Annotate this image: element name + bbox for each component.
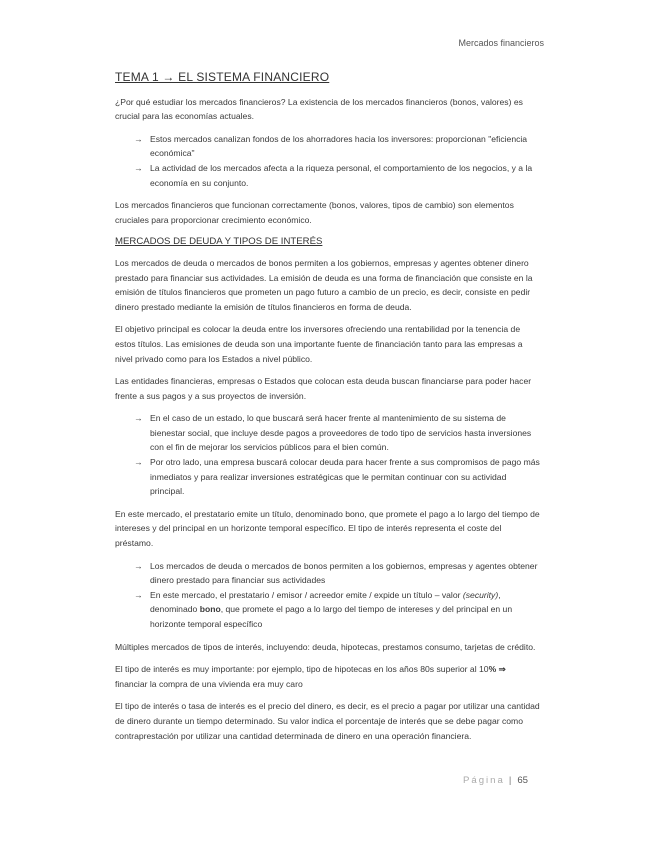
- bullet-list-2: [115, 411, 540, 499]
- intro-paragraph: ¿Por qué estudiar los mercados financieros? La existencia de los mercados financieros (bonos, valores) es crucial para las economías actuales.: [115, 96, 523, 122]
- list-item: → La actividad de los mercados afecta a la riqueza personal, el comportamiento de los negocios, y a la economía en su conjunto.: [134, 162, 533, 188]
- arrow-bullet-icon: →: [134, 162, 143, 173]
- page-footer: [463, 775, 528, 786]
- paragraph: Múltiples mercados de tipos de interés, incluyendo: deuda, hipotecas, prestamos consumo, tarjetas de crédito.: [115, 641, 536, 652]
- paragraph: El tipo de interés es muy importante: por ejemplo, tipo de hipotecas en los años 80s superior al 10% ⇒ financiar la compra de una vivienda era muy caro: [115, 664, 506, 689]
- list-item: → En el caso de un estado, lo que buscará será hacer frente al mantenimiento de su sistema de bienestar social, que incluye desde pagos a proveedores de todo tipo de servicios hasta inversiones con el fin de mejorar los servicios públicos para el bien común.: [134, 413, 532, 453]
- arrow-bullet-icon: →: [134, 133, 143, 144]
- footer-separator: |: [508, 775, 512, 786]
- paragraph: El objetivo principal es colocar la deuda entre los inversores ofreciendo una rentabilidad por la tenencia de estos títulos. Las emisiones de deuda son una importante fuente de financiación tanto para las empresas a nivel privado como para los Estados a nivel público.: [115, 324, 523, 364]
- bullet-list-3: [115, 559, 540, 632]
- running-header: Mercados financieros: [458, 38, 544, 48]
- arrow-bullet-icon: →: [134, 413, 143, 424]
- arrow-bullet-icon: →: [134, 589, 143, 600]
- paragraph: Las entidades financieras, empresas o Estados que colocan esta deuda buscan financiarse para poder hacer frente a sus pagos y a sus proyectos de inversión.: [115, 376, 532, 401]
- list-item: → Por otro lado, una empresa buscará colocar deuda para hacer frente a sus compromisos de pago más inmediatos y para realizar inversiones estratégicas que le permitan continuar con su actividad principal.: [134, 457, 540, 497]
- section-subtitle: MERCADOS DE DEUDA Y TIPOS DE INTERÉS: [115, 236, 323, 248]
- paragraph: Los mercados financieros que funcionan correctamente (bonos, valores, tipos de cambio) son elementos cruciales para proporcionar crecimiento económico.: [115, 200, 514, 225]
- list-item: → Estos mercados canalizan fondos de los ahorradores hacia los inversores: proporcionan "eficiencia económica": [134, 133, 528, 159]
- chapter-title: TEMA 1 → EL SISTEMA FINANCIERO: [115, 70, 330, 84]
- arrow-bullet-icon: →: [134, 457, 143, 468]
- paragraph: El tipo de interés o tasa de interés es el precio del dinero, es decir, es el precio a pagar por utilizar una cantidad de dinero durante un tiempo determinado. Su valor indica el porcentaje de interés que se debe pagar como contraprestación por utilizar una cantidad determinada de dinero en una operación financiera.: [115, 701, 540, 741]
- arrow-bullet-icon: →: [134, 560, 143, 571]
- bullet-list-1: [115, 132, 540, 190]
- paragraph: En este mercado, el prestatario emite un título, denominado bono, que promete el pago a lo largo del tiempo de intereses y del principal en un horizonte temporal específico. El tipo de interés representa el coste del préstamo.: [115, 508, 540, 549]
- list-item: → En este mercado, el prestatario / emisor / acreedor emite / expide un título – valor (security), denominado bono, que promete el pago a lo largo del tiempo de intereses y del principal en un horizonte temporal específico: [134, 589, 513, 629]
- page-label: Página: [462, 775, 505, 786]
- list-item: → Los mercados de deuda o mercados de bonos permiten a los gobiernos, empresas y agentes obtener dinero prestado para financiar sus actividades: [134, 560, 538, 586]
- page-content: [115, 70, 540, 751]
- page-number: 65: [517, 775, 528, 786]
- paragraph: Los mercados de deuda o mercados de bonos permiten a los gobiernos, empresas y agentes obtener dinero prestado para financiar sus actividades. La emisión de deuda es una forma de financiación que consiste en la emisión de títulos financieros que prometen un pago futuro a cambio de un precio, es decir, consiste en pedir dinero prestado mediante la emisión de títulos financieros en forma de deuda.: [115, 257, 533, 312]
